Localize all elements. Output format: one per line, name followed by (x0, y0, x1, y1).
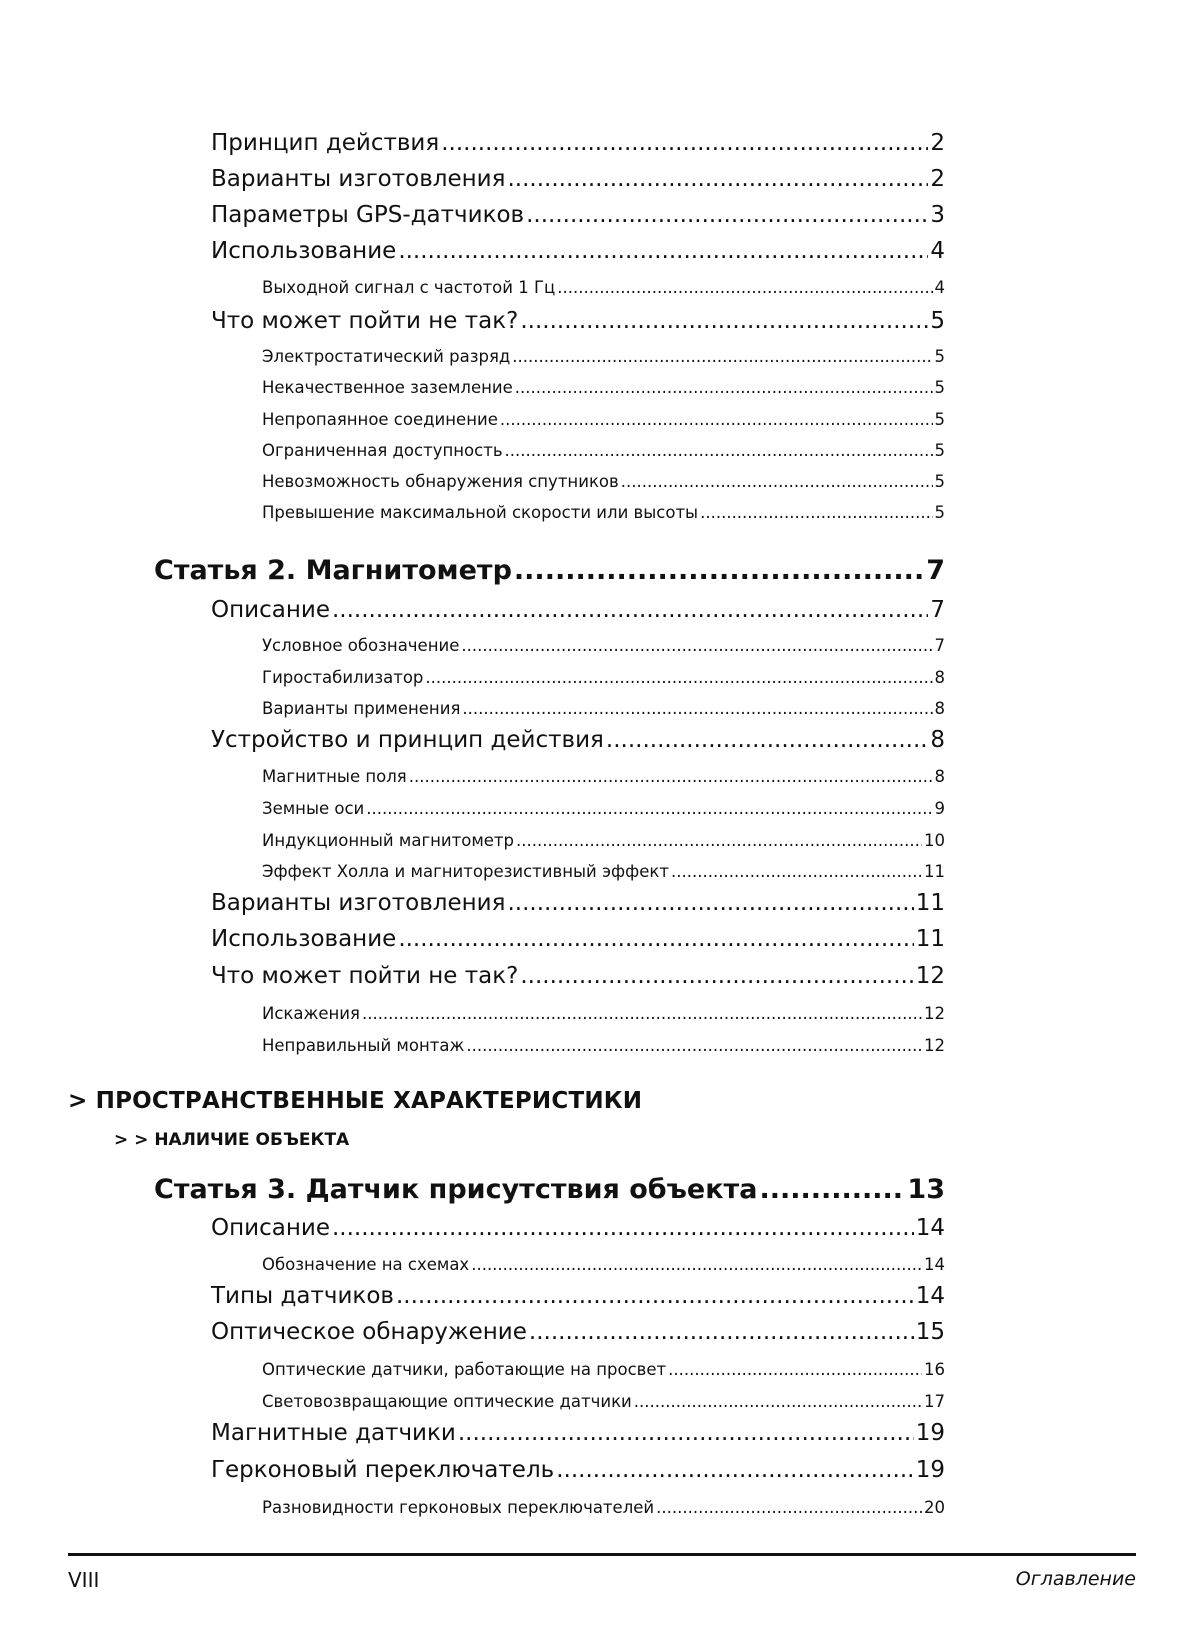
leader-dots (668, 1360, 922, 1379)
toc-entry (211, 166, 945, 192)
toc-entry-title: Параметры GPS-датчиков (211, 202, 525, 228)
toc-entry-title: Световозвращающие оптические датчики (262, 1392, 632, 1411)
leader-dots (700, 503, 932, 522)
toc-entry-page: 5 (934, 410, 945, 429)
footer-rule (68, 1553, 1136, 1556)
leader-dots (520, 308, 928, 334)
toc-entry-title: Обозначение на схемах (262, 1255, 470, 1274)
toc-subentry (262, 668, 945, 687)
toc-entry-title: Ограниченная доступность (262, 441, 503, 460)
toc-entry-title: Устройство и принцип действия (211, 727, 604, 753)
leader-dots (362, 1004, 922, 1023)
leader-dots (634, 1392, 922, 1411)
toc-entry-title: Эффект Холла и магниторезистивный эффект (262, 862, 670, 881)
toc-entry-title: Электростатический разряд (262, 347, 511, 366)
toc-subentry (262, 1004, 945, 1023)
toc-subentry (262, 503, 945, 522)
leader-dots (409, 767, 933, 786)
toc-entry (211, 597, 945, 623)
toc-entry-page: 5 (934, 441, 945, 460)
toc-entry-page: 12 (915, 963, 945, 989)
toc-entry-page: 7 (934, 636, 945, 655)
toc-subentry (262, 1036, 945, 1055)
toc-entry-title: Варианты применения (262, 699, 461, 718)
leader-dots (507, 166, 928, 192)
leader-dots (461, 636, 932, 655)
toc-entry-title: Условное обозначение (262, 636, 460, 655)
toc-entry (211, 1420, 945, 1446)
toc-entry (211, 1215, 945, 1241)
toc-subentry (262, 472, 945, 491)
leader-dots (366, 799, 932, 818)
toc-subentry (262, 347, 945, 366)
toc-entry-title: Земные оси (262, 799, 365, 818)
leader-dots (398, 238, 928, 264)
toc-entry-title: Магнитные поля (262, 767, 407, 786)
leader-dots (466, 1036, 922, 1055)
toc-entry-page: 13 (907, 1174, 945, 1205)
toc-subentry (262, 278, 945, 297)
toc-subentry (262, 636, 945, 655)
toc-entry-page: 9 (934, 799, 945, 818)
toc-subentry (262, 1392, 945, 1411)
toc-subentry (262, 799, 945, 818)
leader-dots (520, 963, 913, 989)
toc-entry-title: Типы датчиков (211, 1283, 394, 1309)
leader-dots (471, 1255, 922, 1274)
toc-entry-page: 5 (930, 308, 945, 334)
leader-dots (500, 410, 933, 429)
toc-entry (211, 963, 945, 989)
toc-entry-title: Превышение максимальной скорости или высоты (262, 503, 699, 522)
toc-entry-page: 17 (924, 1392, 945, 1411)
toc-entry-title: Что может пойти не так? (211, 308, 519, 334)
toc-article (154, 555, 945, 586)
toc-entry-page: 10 (924, 831, 945, 850)
leader-dots (759, 1174, 905, 1205)
leader-dots (462, 699, 932, 718)
leader-dots (526, 202, 928, 228)
leader-dots (425, 668, 932, 687)
leader-dots (507, 890, 913, 916)
toc-entry-page: 8 (934, 767, 945, 786)
toc-entry-title: Разновидности герконовых переключателей (262, 1498, 655, 1517)
toc-entry-page: 12 (924, 1004, 945, 1023)
toc-entry-page: 4 (930, 238, 945, 264)
toc-entry (211, 238, 945, 264)
toc-entry-page: 7 (926, 555, 945, 586)
toc-entry-page: 7 (930, 597, 945, 623)
toc-entry-title: Невозможность обнаружения спутников (262, 472, 619, 491)
toc-entry-title: Статья 2. Магнитометр (154, 555, 512, 586)
leader-dots (529, 1319, 914, 1345)
toc-entry-page: 8 (934, 668, 945, 687)
toc-entry-page: 5 (934, 378, 945, 397)
toc-subentry (262, 767, 945, 786)
toc-entry-title: Некачественное заземление (262, 378, 513, 397)
toc-entry-page: 14 (915, 1283, 945, 1309)
leader-dots (505, 441, 933, 460)
leader-dots (512, 347, 932, 366)
toc-entry-page: 11 (924, 862, 945, 881)
leader-dots (656, 1498, 922, 1517)
toc-entry (211, 308, 945, 334)
toc-entry-title: Гиростабилизатор (262, 668, 424, 687)
toc-entry-title: Принцип действия (211, 130, 440, 156)
leader-dots (332, 1215, 914, 1241)
toc-entry-title: Оптические датчики, работающие на просвет (262, 1360, 667, 1379)
leader-dots (441, 130, 928, 156)
toc-entry-page: 20 (924, 1498, 945, 1517)
toc-entry (211, 1319, 945, 1345)
toc-subentry (262, 1360, 945, 1379)
leader-dots (332, 597, 928, 623)
toc-subentry (262, 1498, 945, 1517)
toc-subentry (262, 699, 945, 718)
toc-entry-page: 11 (915, 926, 945, 952)
toc-entry (211, 727, 945, 753)
section-heading: > ПРОСТРАНСТВЕННЫЕ ХАРАКТЕРИСТИКИ (68, 1088, 643, 1114)
leader-dots (606, 727, 928, 753)
leader-dots (515, 378, 933, 397)
toc-entry-page: 14 (915, 1215, 945, 1241)
toc-entry-title: Индукционный магнитометр (262, 831, 515, 850)
toc-entry-title: Варианты изготовления (211, 890, 506, 916)
leader-dots (621, 472, 933, 491)
toc-entry-page: 15 (915, 1319, 945, 1345)
toc-entry-title: Оптическое обнаружение (211, 1319, 527, 1345)
toc-entry (211, 926, 945, 952)
running-title: Оглавление (1015, 1568, 1136, 1590)
toc-entry-page: 3 (930, 202, 945, 228)
toc-entry (211, 1457, 945, 1483)
toc-entry-page: 19 (915, 1420, 945, 1446)
leader-dots (398, 926, 913, 952)
leader-dots (514, 555, 924, 586)
leader-dots (458, 1420, 914, 1446)
toc-subentry (262, 410, 945, 429)
toc-entry-page: 2 (930, 130, 945, 156)
toc-entry (211, 890, 945, 916)
toc-entry-page: 16 (924, 1360, 945, 1379)
toc-entry-title: Статья 3. Датчик присутствия объекта (154, 1174, 758, 1205)
toc-entry-title: Непропаянное соединение (262, 410, 498, 429)
toc-entry-page: 4 (934, 278, 945, 297)
subsection-heading: > > НАЛИЧИЕ ОБЪЕКТА (114, 1130, 350, 1150)
toc-entry-page: 11 (915, 890, 945, 916)
leader-dots (396, 1283, 914, 1309)
toc-entry (211, 130, 945, 156)
toc-entry-title: Неправильный монтаж (262, 1036, 465, 1055)
leader-dots (556, 1457, 914, 1483)
toc-subentry (262, 862, 945, 881)
toc-entry-page: 2 (930, 166, 945, 192)
toc-article (154, 1174, 945, 1205)
toc-entry-page: 19 (915, 1457, 945, 1483)
toc-entry-title: Описание (211, 1215, 330, 1241)
leader-dots (671, 862, 922, 881)
toc-subentry (262, 1255, 945, 1274)
toc-entry (211, 202, 945, 228)
toc-entry-title: Использование (211, 238, 397, 264)
page-number: VIII (68, 1568, 100, 1592)
leader-dots (516, 831, 922, 850)
toc-entry-title: Герконовый переключатель (211, 1457, 555, 1483)
toc-subentry (262, 441, 945, 460)
toc-entry-page: 5 (934, 472, 945, 491)
toc-entry-page: 12 (924, 1036, 945, 1055)
toc-entry-page: 5 (934, 347, 945, 366)
toc-subentry (262, 831, 945, 850)
toc-entry-title: Описание (211, 597, 330, 623)
leader-dots (557, 278, 932, 297)
toc-entry-title: Что может пойти не так? (211, 963, 519, 989)
toc-entry-title: Магнитные датчики (211, 1420, 456, 1446)
toc-entry-page: 14 (924, 1255, 945, 1274)
toc-entry-title: Использование (211, 926, 397, 952)
toc-entry-page: 5 (934, 503, 945, 522)
toc-entry-title: Искажения (262, 1004, 360, 1023)
toc-entry-page: 8 (930, 727, 945, 753)
toc-entry-title: Варианты изготовления (211, 166, 506, 192)
toc-entry-page: 8 (934, 699, 945, 718)
toc-entry-title: Выходной сигнал с частотой 1 Гц (262, 278, 556, 297)
toc-entry (211, 1283, 945, 1309)
toc-subentry (262, 378, 945, 397)
